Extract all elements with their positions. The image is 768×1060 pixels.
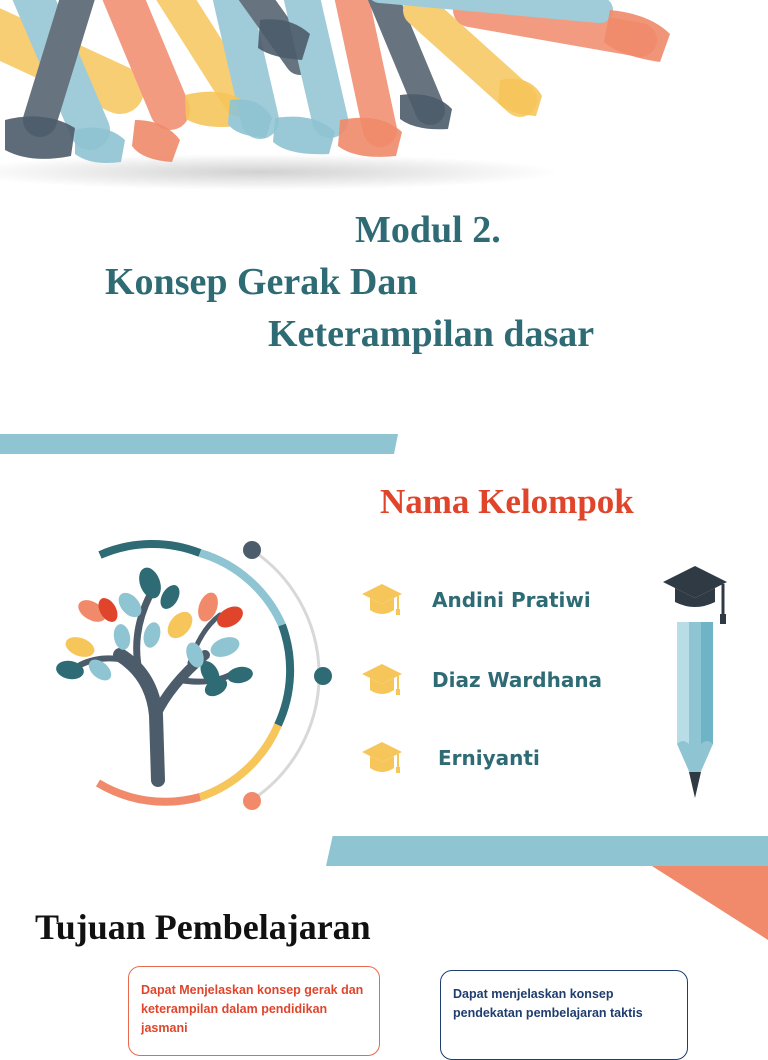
module-title-line-2: Konsep Gerak Dan [105,261,418,303]
graduation-cap-icon [360,738,404,778]
member-item [360,580,591,620]
tree-illustration [40,535,340,815]
objective-card: Dapat menjelaskan konsep pendekatan pembelajaran taktis [440,970,688,1060]
module-title-line-3: Keterampilan dasar [268,313,595,355]
running-legs-illustration [0,0,768,200]
pencil-with-cap-icon [655,560,735,805]
group-title: Nama Kelompok [380,482,634,521]
member-item [360,660,602,700]
objective-card: Dapat Menjelaskan konsep gerak dan keterampilan dalam pendidikan jasmani [128,966,380,1056]
member-name: Erniyanti [438,746,540,770]
divider-bar-bottom [326,836,768,866]
member-name: Andini Pratiwi [432,588,591,612]
objectives-title: Tujuan Pembelajaran [35,907,371,947]
decorative-triangle [652,866,768,940]
divider-bar-top [0,434,398,454]
graduation-cap-icon [360,580,404,620]
member-item [360,738,540,778]
member-name: Diaz Wardhana [432,668,603,692]
module-title-line-1: Modul 2. [355,209,501,251]
graduation-cap-icon [360,660,404,700]
